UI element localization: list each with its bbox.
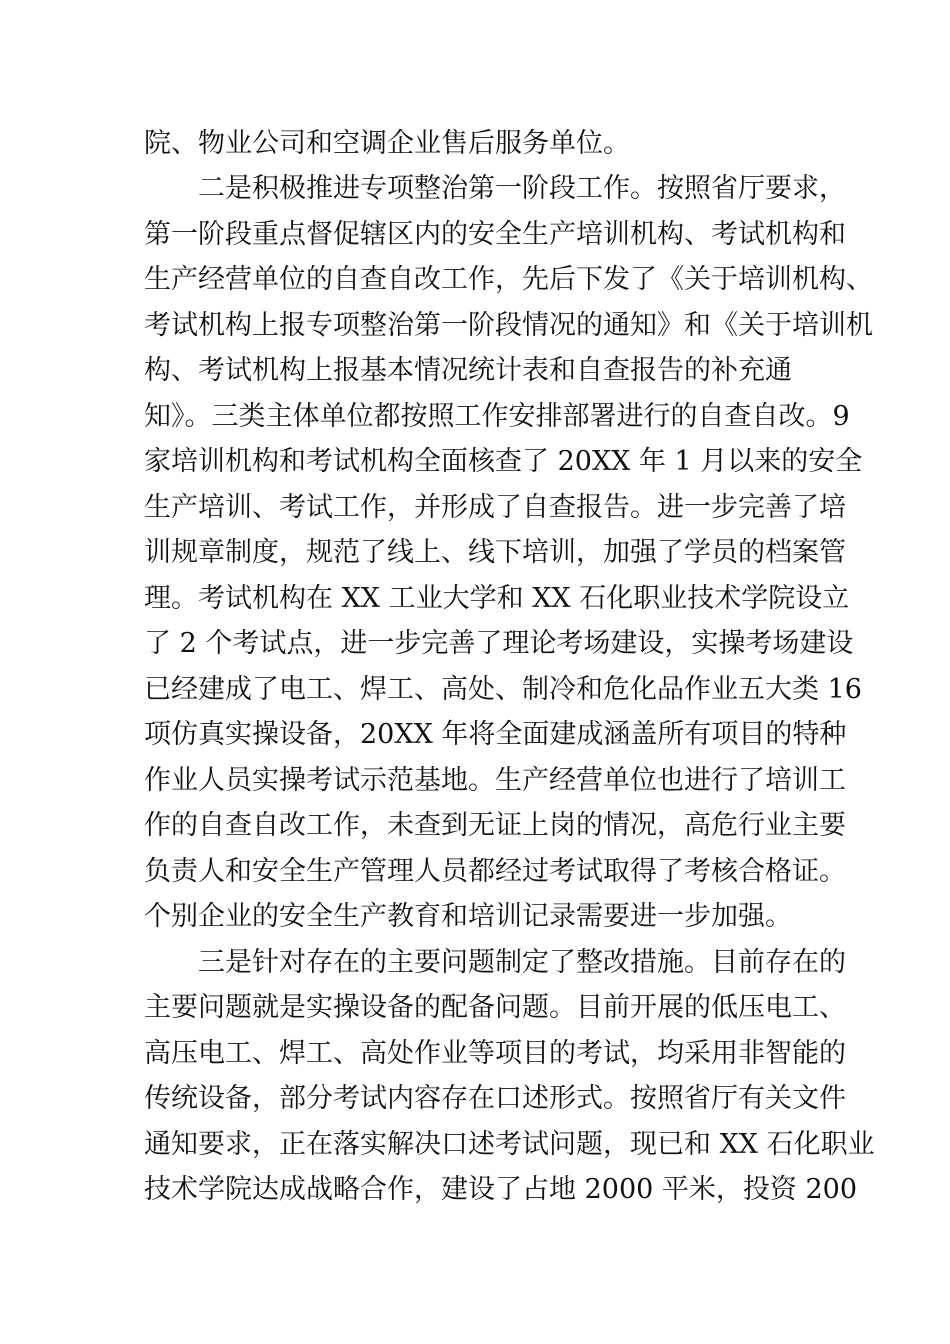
body-text-line: 院、物业公司和空调企业售后服务单位。 <box>144 128 630 159</box>
body-text-line: 知》。三类主体单位都按照工作安排部署进行的自查自改。9 <box>144 401 850 432</box>
body-text-line: 构、考试机构上报基本情况统计表和自查报告的补充通 <box>144 355 792 386</box>
body-text-line: 高压电工、焊工、高处作业等项目的考试，均采用非智能的 <box>144 1038 846 1069</box>
body-text-line: 理。考试机构在 XX 工业大学和 XX 石化职业技术学院设立 <box>144 583 850 614</box>
body-text-line: 了 2 个考试点，进一步完善了理论考场建设，实操考场建设 <box>144 628 854 659</box>
body-text-line: 生产培训、考试工作，并形成了自查报告。进一步完善了培 <box>144 492 846 523</box>
body-text-line: 项仿真实操设备，20XX 年将全面建成涵盖所有项目的特种 <box>144 719 847 750</box>
body-text-line: 考试机构上报专项整治第一阶段情况的通知》和《关于培训机 <box>144 310 873 341</box>
body-text-line: 训规章制度，规范了线上、线下培训，加强了学员的档案管 <box>144 537 846 568</box>
body-text-line: 主要问题就是实操设备的配备问题。目前开展的低压电工、 <box>144 992 846 1023</box>
paragraph-first-line: 三是针对存在的主要问题制定了整改措施。目前存在的 <box>198 947 846 978</box>
body-text-line: 第一阶段重点督促辖区内的安全生产培训机构、考试机构和 <box>144 219 846 250</box>
body-text-line: 家培训机构和考试机构全面核查了 20XX 年 1 月以来的安全 <box>144 446 863 477</box>
body-text-line: 个别企业的安全生产教育和培训记录需要进一步加强。 <box>144 901 792 932</box>
body-text-line: 作的自查自改工作，未查到无证上岗的情况，高危行业主要 <box>144 810 846 841</box>
body-text-line: 已经建成了电工、焊工、高处、制冷和危化品作业五大类 16 <box>144 674 862 705</box>
paragraph-first-line: 二是积极推进专项整治第一阶段工作。按照省厅要求， <box>198 173 846 204</box>
body-text-line: 传统设备，部分考试内容存在口述形式。按照省厅有关文件 <box>144 1083 846 1114</box>
body-text-line: 生产经营单位的自查自改工作，先后下发了《关于培训机构、 <box>144 264 873 295</box>
body-text-line: 通知要求，正在落实解决口述考试问题，现已和 XX 石化职业 <box>144 1129 875 1160</box>
body-text-line: 作业人员实操考试示范基地。生产经营单位也进行了培训工 <box>144 765 846 796</box>
body-text-line: 负责人和安全生产管理人员都经过考试取得了考核合格证。 <box>144 856 846 887</box>
body-text-line: 技术学院达成战略合作，建设了占地 2000 平米，投资 200 <box>144 1174 857 1205</box>
